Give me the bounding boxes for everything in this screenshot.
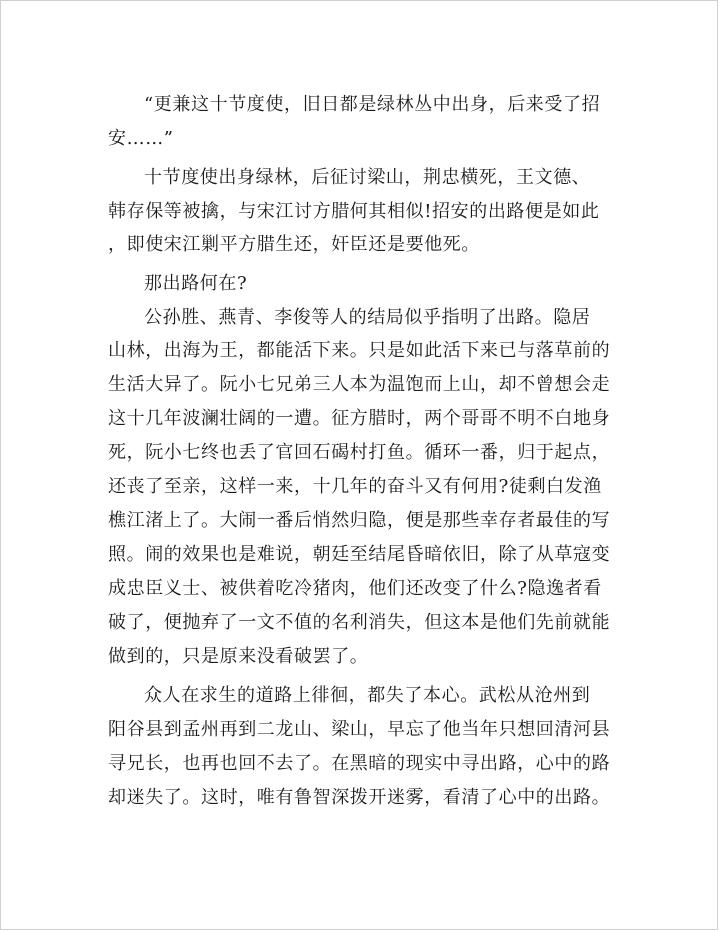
text-line: 成忠臣义士、被供着吃冷猪肉，他们还改变了什么?隐逸者看 — [108, 578, 602, 599]
text-line: 破了，便抛弃了一文不值的名利消失，但这本是他们先前就能 — [108, 612, 611, 633]
text-line: 安……” — [108, 128, 174, 149]
text-line: 韩存保等被擒，与宋江讨方腊何其相似!招安的出路便是如此 — [108, 201, 600, 222]
text-line: 却迷失了。这时，唯有鲁智深拨开迷雾，看清了心中的出路。 — [108, 787, 611, 808]
text-line: “更兼这十节度使，旧日都是绿林丛中出身，后来受了招 — [144, 94, 601, 115]
text-line: 阳谷县到孟州再到二龙山、梁山，早忘了他当年只想回清河县 — [108, 719, 611, 740]
text-line: 照。闹的效果也是难说，朝廷至结尾昏暗依旧，除了从草寇变 — [108, 544, 611, 565]
text-line: 死，阮小七终也丢了官回石碣村打鱼。循环一番，归于起点， — [108, 442, 611, 463]
text-line: ，即使宋江剿平方腊生还，奸臣还是要他死。 — [108, 234, 480, 255]
text-line: 做到的，只是原来没看破罢了。 — [108, 646, 369, 667]
text-line: 山林，出海为王，都能活下来。只是如此活下来已与落草前的 — [108, 340, 611, 361]
text-line: 那出路何在? — [144, 273, 248, 294]
text-line: 寻兄长，也再也回不去了。在黑暗的现实中寻出路，心中的路 — [108, 753, 611, 774]
text-line: 这十几年波澜壮阔的一遭。征方腊时，两个哥哥不明不白地身 — [108, 408, 611, 429]
text-line: 生活大异了。阮小七兄弟三人本为温饱而上山，却不曾想会走 — [108, 374, 611, 395]
text-line: 十节度使出身绿林，后征讨梁山，荆忠横死，王文德、 — [144, 167, 591, 188]
text-line: 樵江渚上了。大闹一番后悄然归隐，便是那些幸存者最佳的写 — [108, 510, 611, 531]
text-line: 公孙胜、燕青、李俊等人的结局似乎指明了出路。隐居 — [144, 307, 591, 328]
text-line: 还丧了至亲，这样一来，十几年的奋斗又有何用?徒剩白发渔 — [108, 476, 602, 497]
text-line: 众人在求生的道路上徘徊，都失了本心。武松从沧州到 — [144, 685, 591, 706]
